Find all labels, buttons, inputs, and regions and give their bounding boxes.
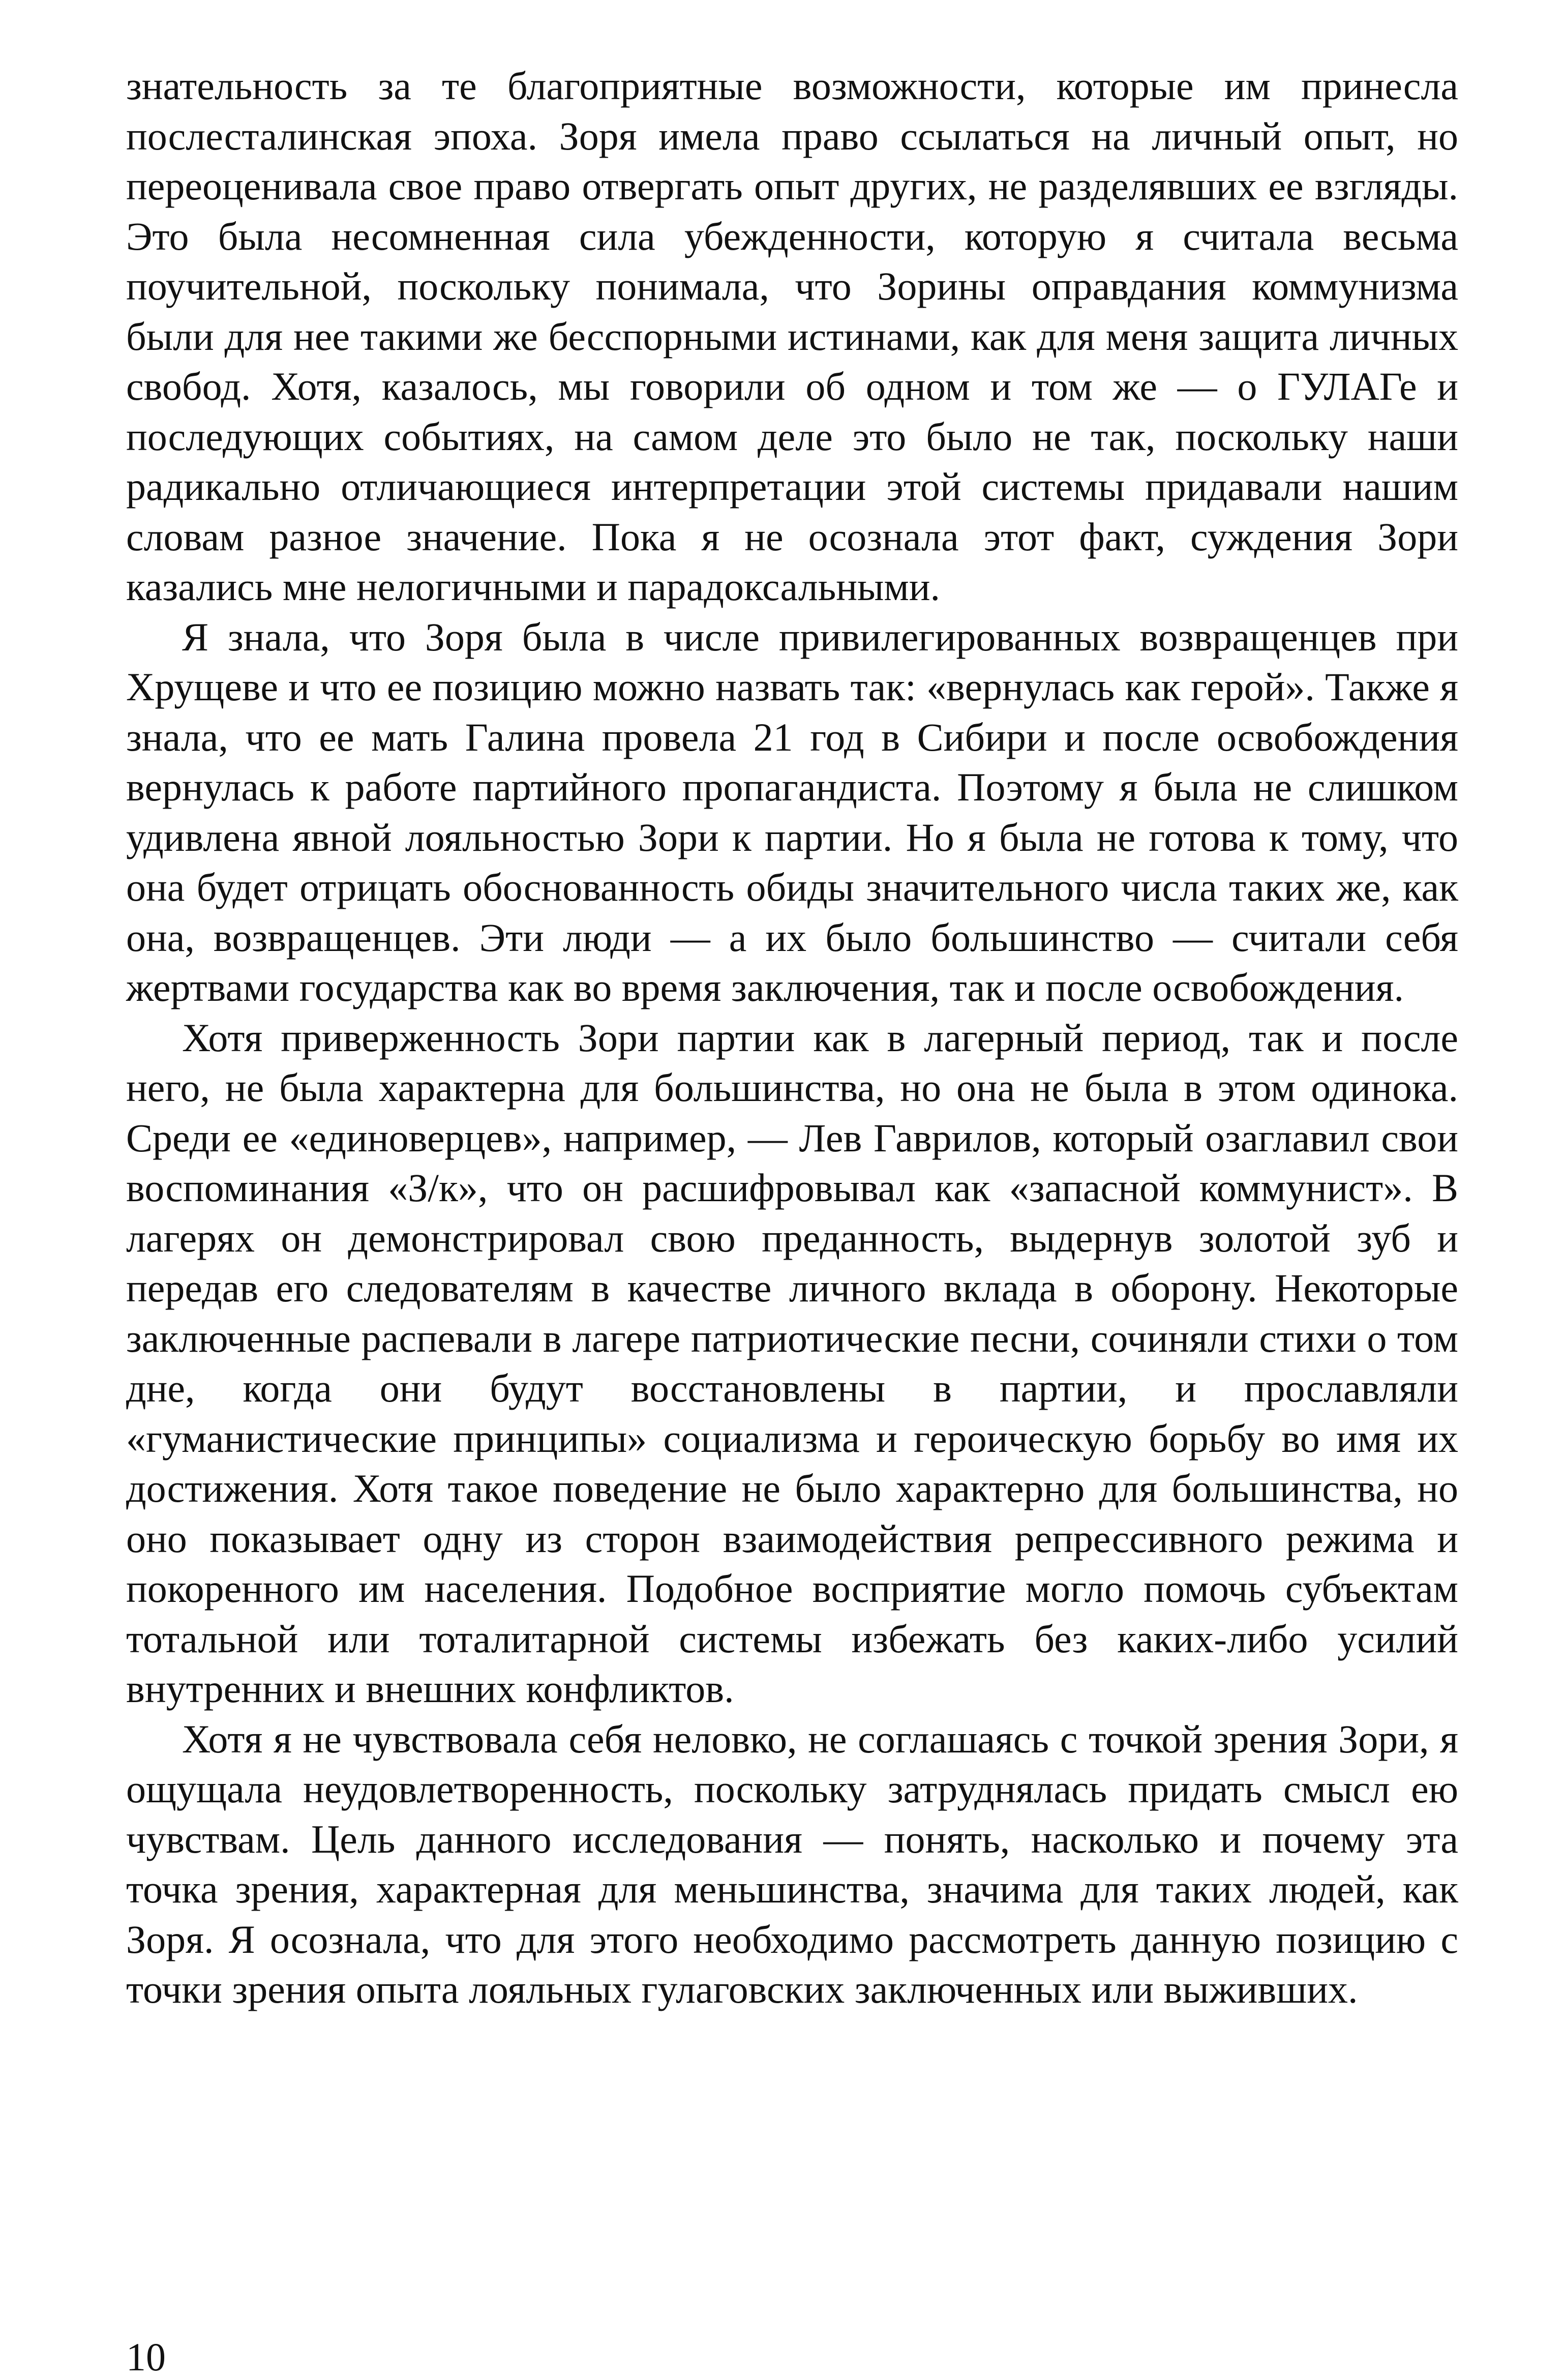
page-number: 10 [126,2335,166,2379]
paragraph-3: Хотя приверженность Зори партии как в лагерный период, так и после него, не была характерна для большинства, но она не была в этом одинока. Среди ее «единоверцев», например, — Лев Гаврилов, который озаглавил свои воспоминания «З/к», что он расшифровывал как «запасной коммунист». В лагерях он демонстрировал свою преданность, выдернув золотой зуб и передав его следователям в качестве личного вклада в оборону. Некоторые заключенные распевали в лагере патриотические песни, сочиняли стихи о том дне, когда они будут восстановлены в партии, и прославляли «гуманистические принципы» социализма и героическую борьбу во имя их достижения. Хотя такое поведение не было характерно для большинства, но оно показывает одну из сторон взаимодействия репрессивного режима и покоренного им населения. Подобное восприятие могло помочь субъектам тотальной или тоталитарной системы избежать без каких-либо усилий внутренних и внешних конфликтов. [126,1015,1458,1711]
paragraph-1: знательность за те благоприятные возможности, которые им принесла послесталинская эпоха. Зоря имела право ссылаться на личный опыт, но переоценивала свое право отвергать опыт других, не разделявших ее взгляды. Это была несомненная сила убежденности, которую я считала весьма поучительной, поскольку понимала, что Зорины оправдания коммунизма были для нее такими же бесспорными истинами, как для меня защита личных свобод. Хотя, казалось, мы говорили об одном и том же — о ГУЛАГе и последующих событиях, на самом деле это было не так, поскольку наши радикально отличающиеся интерпретации этой системы придавали нашим словам разное значение. Пока я не осознала этот факт, суждения Зори казались мне нелогичными и парадоксальными. [126,64,1458,609]
paragraph-2: Я знала, что Зоря была в числе привилегированных возвращенцев при Хрущеве и что ее позицию можно назвать так: «вернулась как герой». Также я знала, что ее мать Галина провела 21 год в Сибири и после освобождения вернулась к работе партийного пропагандиста. Поэтому я была не слишком удивлена явной лояльностью Зори к партии. Но я была не готова к тому, что она будет отрицать обоснованность обиды значительного числа таких же, как она, возвращенцев. Эти люди — а их было большинство — считали себя жертвами государства как во время заключения, так и после освобождения. [126,614,1458,1009]
paragraph-4: Хотя я не чувствовала себя неловко, не соглашаясь с точкой зрения Зори, я ощущала неудовлетворенность, поскольку затруднялась придать смысл ею чувствам. Цель данного исследования — понять, насколько и почему эта точка зрения, характерная для меньшинства, значима для таких людей, как Зоря. Я осознала, что для этого необходимо рассмотреть данную позицию с точки зрения опыта лояльных гулаговских заключенных или выживших. [126,1716,1458,2011]
page-body [126,61,1458,2015]
